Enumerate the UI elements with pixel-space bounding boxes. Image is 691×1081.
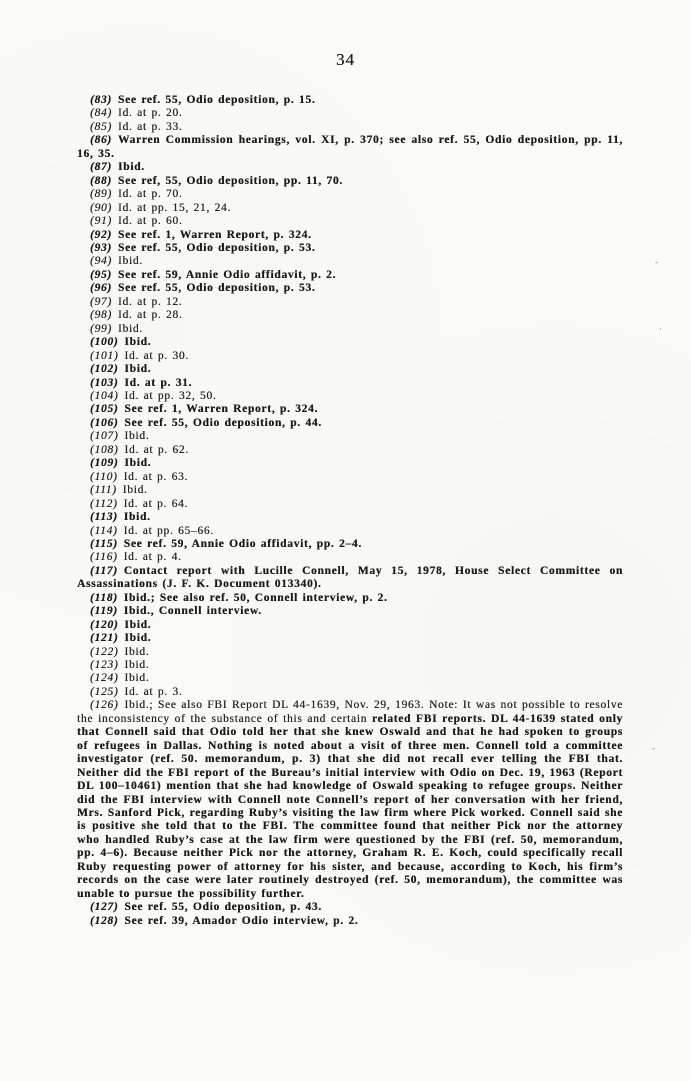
reference-number: (92)	[90, 228, 112, 241]
reference-text: Ibid.	[117, 322, 143, 335]
reference-text: Ibid.	[124, 659, 150, 672]
reference-entry	[77, 121, 623, 134]
reference-text: Ibid.; See also ref. 50, Connell interview, p. 2.	[123, 591, 388, 604]
reference-text: Id. at p. 3.	[124, 685, 183, 698]
reference-number: (103)	[90, 376, 119, 389]
reference-number: (126)	[90, 699, 119, 712]
reference-text: Id. at p. 20.	[117, 107, 183, 120]
reference-entry	[77, 188, 623, 201]
reference-text: related FBI reports. DL 44-1639 stated only that Connell said that Odio told her that she knew Oswald and that he had spoken to groups of refugees in Dallas. Nothing is noted about a visit of three men. Connell told a committee investigator (ref. 50. memorandum, p. 3) that she did not recall ever telling the FBI that. Neither did the FBI report of the Bureau’s initial interview with Odio on Dec. 19, 1963 (Report DL 100–10461) mention that she had knowledge of Oswald speaking to refugee groups. Neither did the FBI interview with Connell note Connell’s report of her conversation with her friend, Mrs. Sanford Pick, regarding Ruby’s visiting the law firm where Pick worked. Connell said she is positive she told that to the FBI. The committee found that neither Pick nor the attorney who handled Ruby’s case at the law firm were questioned by the FBI (ref. 50, memorandum, pp. 4–6). Because neither Pick nor the attorney, Graham R. E. Koch, could specifically recall Ruby requesting power of attorney for his sister, and because, according to Koch, his firm’s records on the case were later routinely destroyed (ref. 50, memorandum), the committee was unable to pursue the possibility further.	[77, 712, 623, 900]
reference-number: (116)	[90, 551, 118, 564]
reference-number: (94)	[90, 255, 112, 268]
reference-text: Id. at p. 70.	[117, 188, 183, 201]
reference-text: Id. at p. 30.	[124, 349, 189, 362]
reference-entry	[77, 107, 623, 120]
reference-entry	[77, 915, 623, 928]
reference-number: (108)	[90, 443, 119, 456]
reference-entry	[77, 484, 623, 497]
reference-text: Id. at pp. 65–66.	[123, 524, 214, 537]
reference-text: See ref. 55, Odio deposition, p. 53.	[117, 282, 316, 295]
reference-entry	[77, 94, 623, 107]
reference-entry	[77, 282, 623, 295]
reference-text: See ref. 1, Warren Report, p. 324.	[117, 228, 312, 241]
reference-number: (120)	[90, 618, 119, 631]
reference-number: (101)	[90, 349, 119, 362]
reference-entry	[77, 242, 623, 255]
reference-entry	[77, 336, 623, 349]
reference-text: Ibid.	[124, 645, 150, 658]
reference-entry	[77, 175, 623, 188]
reference-entry	[77, 403, 623, 416]
reference-number: (109)	[90, 457, 119, 470]
reference-number: (123)	[90, 659, 119, 672]
reference-entry	[77, 430, 623, 443]
reference-text: See ref. 55, Odio deposition, p. 44.	[124, 416, 322, 429]
reference-number: (86)	[90, 134, 112, 147]
scan-artifact: ·	[659, 324, 662, 334]
reference-number: (88)	[90, 174, 112, 187]
reference-number: (102)	[90, 363, 119, 376]
reference-number: (107)	[90, 430, 119, 443]
reference-number: (110)	[90, 470, 118, 483]
reference-number: (90)	[90, 201, 112, 214]
reference-text: Ibid.	[117, 255, 143, 268]
reference-text: Id. at pp. 15, 21, 24.	[117, 201, 231, 214]
reference-entry	[77, 323, 623, 336]
reference-entry	[77, 592, 623, 605]
page-number: 34	[336, 50, 355, 69]
reference-entry	[77, 565, 623, 592]
reference-number: (104)	[90, 389, 119, 402]
reference-entry	[77, 350, 623, 363]
reference-text: Ibid.; See also FBI Report DL 44-1639, Nov. 29, 1963. Note: It was not possible to resolve the inconsistency of the substance of this and certain	[77, 699, 623, 725]
reference-number: (117)	[90, 564, 118, 577]
reference-entry	[77, 605, 623, 618]
reference-text: Ibid.	[124, 457, 152, 470]
reference-text: See ref, 55, Odio deposition, pp. 11, 70.	[117, 174, 343, 187]
reference-number: (91)	[90, 215, 112, 228]
reference-text: Id. at p. 60.	[117, 215, 183, 228]
reference-number: (106)	[90, 416, 119, 429]
reference-entry	[77, 134, 623, 161]
reference-number: (83)	[90, 94, 112, 106]
reference-number: (118)	[90, 591, 118, 604]
reference-text: Id. at pp. 32, 50.	[124, 389, 217, 402]
reference-number: (127)	[90, 901, 119, 914]
reference-text: Id. at p. 62.	[124, 443, 189, 456]
reference-number: (99)	[90, 322, 112, 335]
reference-entry	[77, 309, 623, 322]
reference-number: (122)	[90, 645, 119, 658]
reference-text: Ibid.	[117, 161, 145, 174]
reference-entry	[77, 551, 623, 564]
reference-entry	[77, 686, 623, 699]
reference-text: Ibid.	[123, 511, 151, 524]
reference-text: Id. at p. 31.	[124, 376, 193, 389]
reference-entry	[77, 229, 623, 242]
reference-number: (89)	[90, 188, 112, 201]
reference-entry	[77, 390, 623, 403]
reference-text: Ibid.	[124, 336, 152, 349]
reference-entry	[77, 457, 623, 470]
reference-number: (85)	[90, 120, 112, 133]
reference-text: Ibid.	[124, 632, 152, 645]
reference-number: (119)	[90, 605, 118, 618]
reference-entry	[77, 672, 623, 685]
reference-entry	[77, 215, 623, 228]
reference-number: (98)	[90, 309, 112, 322]
reference-text: Ibid.	[124, 618, 152, 631]
reference-number: (105)	[90, 403, 119, 416]
reference-text: See ref. 59, Annie Odio affidavit, p. 2.	[117, 268, 337, 281]
reference-number: (121)	[90, 632, 119, 645]
reference-text: See ref. 1, Warren Report, p. 324.	[124, 403, 319, 416]
reference-number: (100)	[90, 336, 119, 349]
reference-entry	[77, 538, 623, 551]
reference-number: (125)	[90, 685, 119, 698]
reference-entry	[77, 377, 623, 390]
reference-number: (97)	[90, 295, 112, 308]
reference-entry	[77, 525, 623, 538]
reference-text: Warren Commission hearings, vol. XI, p. 370; see also ref. 55, Odio deposition, pp. 11, 16, 35.	[77, 134, 623, 160]
reference-text: Id. at p. 28.	[117, 309, 183, 322]
reference-entry	[77, 699, 623, 901]
reference-text: Ibid.	[124, 430, 150, 443]
reference-number: (111)	[90, 484, 117, 497]
reference-number: (93)	[90, 241, 112, 254]
reference-number: (113)	[90, 511, 118, 524]
reference-entry	[77, 511, 623, 524]
reference-entry	[77, 202, 623, 215]
reference-entry	[77, 901, 623, 914]
references-list	[77, 94, 623, 928]
reference-entry	[77, 269, 623, 282]
reference-text: See ref. 55, Odio deposition, p. 53.	[117, 241, 316, 254]
reference-entry	[77, 161, 623, 174]
reference-entry	[77, 498, 623, 511]
reference-text: See ref. 39, Amador Odio interview, p. 2.	[124, 914, 359, 927]
reference-number: (124)	[90, 672, 119, 685]
scan-artifact: -	[652, 743, 655, 753]
reference-entry	[77, 417, 623, 430]
reference-entry	[77, 296, 623, 309]
reference-text: Id. at p. 12.	[117, 295, 183, 308]
reference-number: (128)	[90, 914, 119, 927]
reference-number: (84)	[90, 107, 112, 120]
reference-entry	[77, 619, 623, 632]
scan-artifact: -	[655, 257, 658, 267]
reference-number: (115)	[90, 537, 118, 550]
reference-text: Ibid.	[122, 484, 148, 497]
reference-text: Ibid.	[124, 363, 152, 376]
reference-number: (114)	[90, 524, 118, 537]
reference-text: Ibid., Connell interview.	[123, 605, 262, 618]
reference-number: (96)	[90, 282, 112, 295]
reference-number: (95)	[90, 268, 112, 281]
reference-text: Id. at p. 33.	[117, 120, 183, 133]
reference-text: Id. at p. 64.	[123, 497, 189, 510]
reference-text: See ref. 55, Odio deposition, p. 15.	[117, 94, 316, 106]
reference-entry	[77, 471, 623, 484]
reference-entry	[77, 646, 623, 659]
reference-text: Ibid.	[124, 672, 150, 685]
reference-text: Id. at p. 4.	[123, 551, 182, 564]
reference-number: (112)	[90, 497, 118, 510]
reference-text: Id. at p. 63.	[123, 470, 189, 483]
reference-entry	[77, 444, 623, 457]
reference-entry	[77, 659, 623, 672]
reference-entry	[77, 363, 623, 376]
reference-number: (87)	[90, 161, 112, 174]
reference-text: Contact report with Lucille Connell, May 15, 1978, House Select Committee on Assassinations (J. F. K. Document 013340).	[77, 564, 623, 591]
reference-text: See ref. 59, Annie Odio affidavit, pp. 2–4.	[123, 537, 362, 550]
reference-entry	[77, 255, 623, 268]
reference-entry	[77, 632, 623, 645]
reference-text: See ref. 55, Odio deposition, p. 43.	[124, 901, 322, 914]
